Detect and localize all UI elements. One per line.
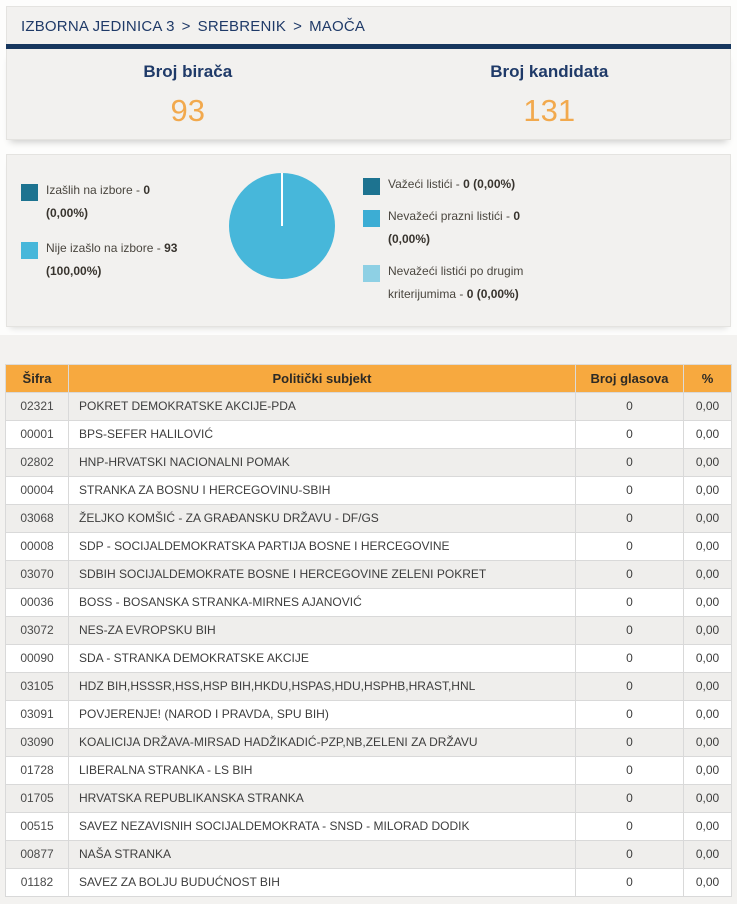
party-code-cell: 01705 [6, 785, 69, 813]
party-name-cell: SDP - SOCIJALDEMOKRATSKA PARTIJA BOSNE I HERCEGOVINE [69, 533, 576, 561]
party-code-cell: 00877 [6, 841, 69, 869]
percent-cell: 0,00 [684, 617, 732, 645]
votes-cell: 0 [576, 477, 684, 505]
pie-slice-divider [281, 173, 283, 226]
percent-cell: 0,00 [684, 589, 732, 617]
party-code-cell: 03090 [6, 729, 69, 757]
party-code-cell: 03091 [6, 701, 69, 729]
legend-item [363, 260, 595, 306]
column-header-sifra: Šifra [6, 365, 69, 393]
percent-cell: 0,00 [684, 813, 732, 841]
table-row [6, 505, 732, 533]
legend-label-text: Nije izašlo na izbore - [46, 241, 161, 255]
party-code-cell: 02321 [6, 393, 69, 421]
party-code-cell: 01182 [6, 869, 69, 897]
party-name-cell: HRVATSKA REPUBLIKANSKA STRANKA [69, 785, 576, 813]
votes-cell: 0 [576, 813, 684, 841]
votes-cell: 0 [576, 393, 684, 421]
percent-cell: 0,00 [684, 449, 732, 477]
percent-cell: 0,00 [684, 393, 732, 421]
party-code-cell: 01728 [6, 757, 69, 785]
legend-label [46, 179, 150, 225]
party-code-cell: 03070 [6, 561, 69, 589]
legend-label-text: Važeći listići - [388, 177, 460, 191]
party-code-cell: 00008 [6, 533, 69, 561]
votes-cell: 0 [576, 701, 684, 729]
percent-cell: 0,00 [684, 561, 732, 589]
legend-swatch [363, 178, 380, 195]
percent-cell: 0,00 [684, 533, 732, 561]
legend-ballots [363, 169, 595, 306]
breadcrumb-item-srebrenik[interactable]: SREBRENIK [197, 18, 287, 35]
breadcrumb-item-maoca: MAOČA [309, 18, 366, 35]
pie-circle [229, 173, 335, 279]
breadcrumb-item-izborna-jedinica-3[interactable]: IZBORNA JEDINICA 3 [21, 18, 175, 35]
table-row [6, 393, 732, 421]
breadcrumb-separator: > [293, 18, 303, 35]
party-name-cell: HDZ BIH,HSSSR,HSS,HSP BIH,HKDU,HSPAS,HDU,HSPHB,HRAST,HNL [69, 673, 576, 701]
stat-candidates-value: 131 [523, 93, 576, 128]
legend-label [46, 237, 177, 283]
table-row [6, 617, 732, 645]
party-name-cell: SDA - STRANKA DEMOKRATSKE AKCIJE [69, 645, 576, 673]
percent-cell: 0,00 [684, 729, 732, 757]
party-name-cell: BPS-SEFER HALILOVIĆ [69, 421, 576, 449]
party-name-cell: POKRET DEMOKRATSKE AKCIJE-PDA [69, 393, 576, 421]
results-section [0, 335, 737, 904]
stats-panel [6, 49, 731, 140]
party-name-cell: STRANKA ZA BOSNU I HERCEGOVINU-SBIH [69, 477, 576, 505]
column-header-broj-glasova: Broj glasova [576, 365, 684, 393]
votes-cell: 0 [576, 561, 684, 589]
party-code-cell: 00004 [6, 477, 69, 505]
column-header-percent: % [684, 365, 732, 393]
legend-item [21, 237, 219, 283]
percent-cell: 0,00 [684, 645, 732, 673]
breadcrumb-separator: > [181, 18, 191, 35]
votes-cell: 0 [576, 617, 684, 645]
table-row [6, 869, 732, 897]
legend-value: 0 (0,00%) [463, 177, 516, 191]
table-row [6, 477, 732, 505]
table-row [6, 701, 732, 729]
party-code-cell: 00001 [6, 421, 69, 449]
column-header-politicki-subjekt: Politički subjekt [69, 365, 576, 393]
votes-cell: 0 [576, 505, 684, 533]
party-name-cell: SDBIH SOCIJALDEMOKRATE BOSNE I HERCEGOVINE ZELENI POKRET [69, 561, 576, 589]
stat-candidates-label: Broj kandidata [490, 62, 609, 81]
table-row [6, 421, 732, 449]
table-row [6, 785, 732, 813]
votes-cell: 0 [576, 589, 684, 617]
percent-cell: 0,00 [684, 701, 732, 729]
table-row [6, 673, 732, 701]
results-table [5, 364, 732, 897]
legend-swatch [21, 184, 38, 201]
legend-turnout [21, 169, 219, 283]
party-code-cell: 02802 [6, 449, 69, 477]
legend-item [363, 173, 595, 196]
party-name-cell: LIBERALNA STRANKA - LS BIH [69, 757, 576, 785]
legend-item [363, 205, 595, 251]
percent-cell: 0,00 [684, 421, 732, 449]
party-code-cell: 00036 [6, 589, 69, 617]
votes-cell: 0 [576, 785, 684, 813]
legend-value: 93 [164, 241, 178, 255]
table-row [6, 533, 732, 561]
legend-value: 0 [513, 209, 521, 223]
percent-cell: 0,00 [684, 505, 732, 533]
table-row [6, 561, 732, 589]
table-row [6, 841, 732, 869]
party-name-cell: NAŠA STRANKA [69, 841, 576, 869]
party-name-cell: POVJERENJE! (NAROD I PRAVDA, SPU BIH) [69, 701, 576, 729]
votes-cell: 0 [576, 533, 684, 561]
table-row [6, 729, 732, 757]
percent-cell: 0,00 [684, 673, 732, 701]
party-code-cell: 03072 [6, 617, 69, 645]
legend-value: 0 [143, 183, 151, 197]
legend-swatch [21, 242, 38, 259]
table-row [6, 589, 732, 617]
votes-cell: 0 [576, 673, 684, 701]
votes-cell: 0 [576, 869, 684, 897]
legend-percent: (0,00%) [388, 232, 431, 246]
party-code-cell: 00090 [6, 645, 69, 673]
legend-label [388, 173, 515, 196]
stat-voters-label: Broj birača [143, 62, 233, 81]
percent-cell: 0,00 [684, 869, 732, 897]
votes-cell: 0 [576, 841, 684, 869]
votes-cell: 0 [576, 645, 684, 673]
votes-cell: 0 [576, 757, 684, 785]
pie-chart [229, 173, 335, 279]
breadcrumb [6, 6, 731, 44]
table-row [6, 813, 732, 841]
legend-label-text: Nevažeći prazni listići - [388, 209, 511, 223]
votes-cell: 0 [576, 421, 684, 449]
table-row [6, 645, 732, 673]
turnout-chart-panel [6, 154, 731, 327]
legend-item [21, 179, 219, 225]
party-name-cell: SAVEZ NEZAVISNIH SOCIJALDEMOKRATA - SNSD - MILORAD DODIK [69, 813, 576, 841]
legend-percent: (0,00%) [46, 206, 89, 220]
party-name-cell: ŽELJKO KOMŠIĆ - ZA GRAĐANSKU DRŽAVU - DF/GS [69, 505, 576, 533]
legend-label-text: Izašlih na izbore - [46, 183, 141, 197]
party-name-cell: BOSS - BOSANSKA STRANKA-MIRNES AJANOVIĆ [69, 589, 576, 617]
legend-label [388, 260, 588, 306]
party-code-cell: 03105 [6, 673, 69, 701]
votes-cell: 0 [576, 449, 684, 477]
party-code-cell: 00515 [6, 813, 69, 841]
party-code-cell: 03068 [6, 505, 69, 533]
stat-candidates [369, 62, 731, 129]
percent-cell: 0,00 [684, 757, 732, 785]
legend-swatch [363, 210, 380, 227]
percent-cell: 0,00 [684, 785, 732, 813]
stat-voters [7, 62, 369, 129]
legend-label-text: Nevažeći listići po drugim kriterijumima - [388, 264, 524, 301]
table-row [6, 449, 732, 477]
percent-cell: 0,00 [684, 841, 732, 869]
legend-label [388, 205, 520, 251]
legend-swatch [363, 265, 380, 282]
table-row [6, 757, 732, 785]
party-name-cell: HNP-HRVATSKI NACIONALNI POMAK [69, 449, 576, 477]
votes-cell: 0 [576, 729, 684, 757]
results-table-body [6, 393, 732, 897]
legend-value: 0 (0,00%) [466, 287, 519, 301]
percent-cell: 0,00 [684, 477, 732, 505]
party-name-cell: NES-ZA EVROPSKU BIH [69, 617, 576, 645]
stat-voters-value: 93 [170, 93, 205, 128]
legend-percent: (100,00%) [46, 264, 102, 278]
page [0, 6, 737, 904]
party-name-cell: SAVEZ ZA BOLJU BUDUĆNOST BIH [69, 869, 576, 897]
results-table-header [6, 365, 732, 393]
party-name-cell: KOALICIJA DRŽAVA-MIRSAD HADŽIKADIĆ-PZP,NB,ZELENI ZA DRŽAVU [69, 729, 576, 757]
